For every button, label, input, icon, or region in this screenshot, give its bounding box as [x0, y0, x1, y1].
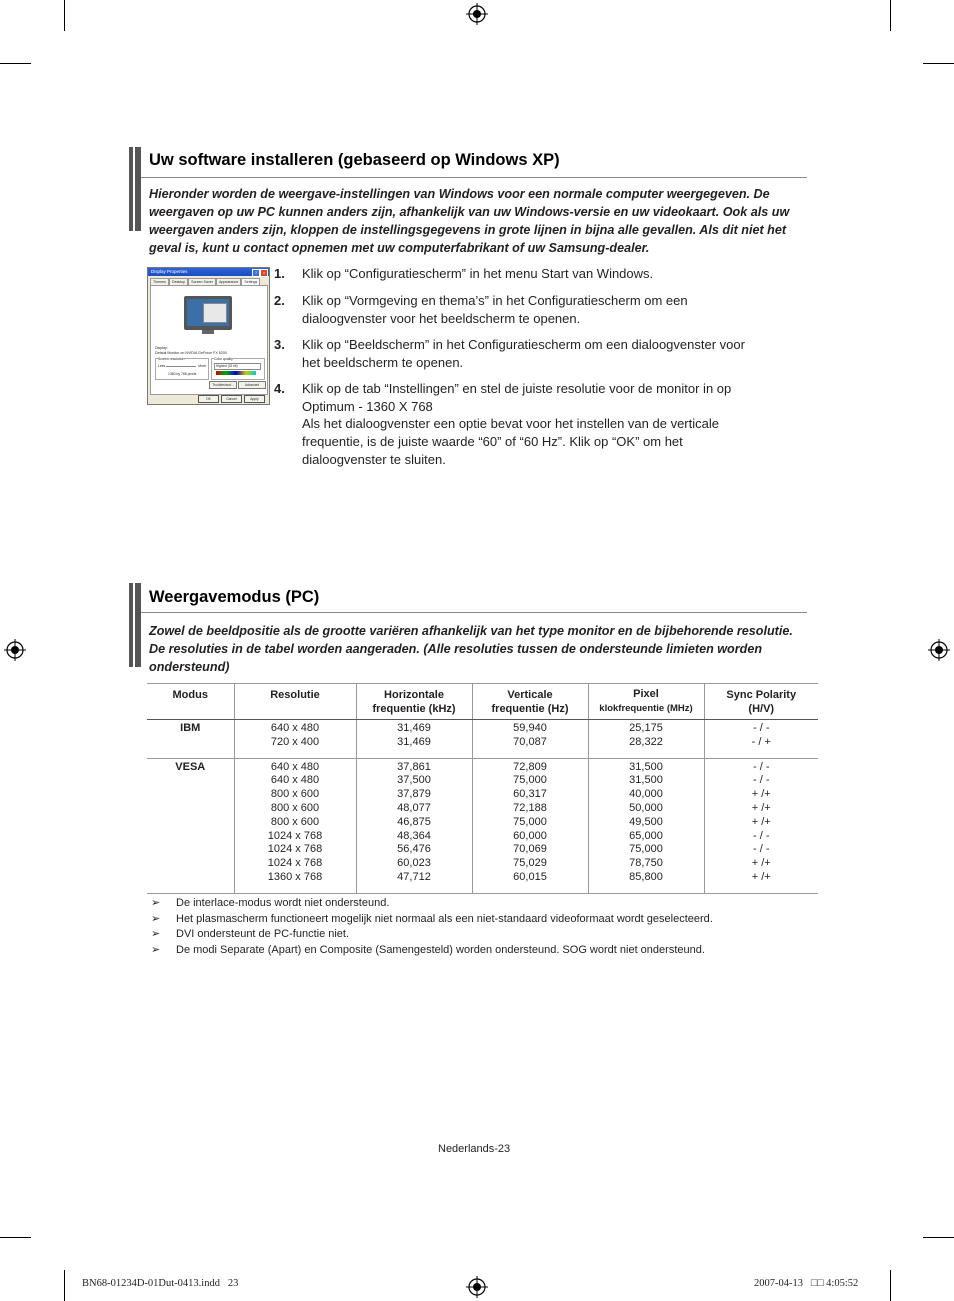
window-title-bar [148, 268, 269, 276]
color-group [211, 358, 265, 380]
section-rule [141, 177, 807, 178]
arrow-bullet-icon: ➢ [151, 928, 161, 941]
pixel-clock-cell-value: 78,750 [629, 857, 663, 870]
cancel-button: Cancel [221, 395, 242, 403]
pixel-clock-cell-value: 31,500 [629, 774, 663, 787]
pixel-clock-cell [588, 758, 704, 893]
vertical-frequency-cell [472, 720, 588, 759]
sync-polarity-cell [704, 720, 818, 759]
note-text: De modi Separate (Apart) en Composite (Samengesteld) worden ondersteund. SOG wordt niet ondersteund. [176, 944, 705, 957]
arrow-bullet-icon: ➢ [151, 912, 161, 925]
sync-polarity-cell-value: - / + [751, 735, 771, 748]
resolution-cell-value: 1024 x 768 [267, 843, 323, 856]
file-info: BN68-01234D-01Dut-0413.indd 23 [82, 1278, 239, 1289]
step-number: 3. [274, 337, 285, 352]
section-title: Weergavemodus (PC) [149, 588, 320, 606]
resolution-value: 1360 by 768 pixels [168, 372, 197, 376]
vertical-frequency-cell-value: 60,000 [513, 829, 547, 842]
registration-mark-icon [466, 1276, 488, 1298]
vertical-frequency-cell-value: 60,317 [513, 788, 547, 801]
sync-polarity-cell-value: - / - [753, 722, 770, 734]
help-icon: ? [252, 269, 260, 277]
section-intro: Zowel de beeldpositie als de grootte variëren afhankelijk van het type monitor en de bijbehorende resolutie. De resoluties in de tabel worden aangeraden. (Alle resoluties tussen de ondersteunde limieten worden ondersteund) [149, 624, 793, 674]
table-header-row [147, 684, 818, 720]
vertical-frequency-cell-value: 75,000 [513, 774, 547, 787]
horizontal-frequency-cell [356, 720, 472, 759]
horizontal-frequency-cell-value: 48,364 [397, 829, 431, 842]
pixel-clock-cell-value: 49,500 [629, 815, 663, 828]
step-number: 2. [274, 293, 285, 308]
sync-polarity-cell [704, 758, 818, 893]
header-sync: Sync Polarity (H/V) [704, 684, 818, 720]
crop-mark [64, 0, 65, 31]
settings-panel [150, 285, 268, 395]
horizontal-frequency-cell-value: 31,469 [397, 735, 431, 748]
horizontal-frequency-cell-value: 46,875 [397, 815, 431, 828]
notes-list [151, 896, 713, 959]
sync-polarity-cell-value: - / - [753, 760, 770, 773]
crop-mark [0, 1237, 31, 1238]
display-label: Display: [155, 346, 168, 350]
advanced-button: Advanced [238, 381, 266, 389]
sync-polarity-cell-value: - / - [753, 843, 770, 856]
resolution-cell-value: 640 x 480 [270, 722, 320, 734]
step-text: Klik op de tab “Instellingen” en stel de juiste resolutie voor de monitor in op Optimum - 1360 X 768 [302, 381, 732, 414]
vertical-frequency-cell [472, 758, 588, 893]
tab-appearance: Appearance [216, 278, 241, 286]
resolution-cell-value: 1024 x 768 [267, 829, 323, 842]
vertical-frequency-cell-value: 70,069 [513, 843, 547, 856]
pixel-clock-cell-value: 85,800 [629, 870, 663, 883]
registration-mark-icon [4, 639, 26, 661]
less-label: Less [158, 364, 166, 368]
tab-screen-saver: Screen Saver [188, 278, 216, 286]
sync-polarity-cell-value: + /+ [751, 815, 771, 828]
resolution-slider [166, 366, 196, 367]
mode-cell: IBM [147, 720, 234, 759]
sync-polarity-cell-value: + /+ [751, 870, 771, 883]
sync-polarity-cell-value: + /+ [751, 788, 771, 801]
arrow-bullet-icon: ➢ [151, 897, 161, 909]
step-text: Klik op “Vormgeving en thema’s” in het Configuratiescherm om een dialoogvenster voor het beeldscherm te openen. [302, 293, 688, 326]
horizontal-frequency-cell-value: 37,879 [397, 788, 431, 801]
display-properties-screenshot [147, 267, 270, 405]
section-rule [141, 612, 807, 613]
arrow-bullet-icon: ➢ [151, 944, 161, 957]
horizontal-frequency-cell-value: 37,861 [397, 760, 431, 773]
window-title: Display Properties [151, 269, 188, 274]
resolution-cell [234, 720, 356, 759]
vertical-frequency-cell-value: 72,188 [513, 801, 547, 814]
note-text: DVI ondersteunt de PC-functie niet. [176, 928, 350, 941]
tab-settings: Settings [241, 278, 260, 286]
resolution-cell-value: 800 x 600 [270, 801, 320, 814]
horizontal-frequency-cell-value: 37,500 [397, 774, 431, 787]
registration-mark-icon [928, 639, 950, 661]
horizontal-frequency-cell-value: 60,023 [397, 857, 431, 870]
crop-mark [923, 63, 954, 64]
resolution-cell-value: 640 x 480 [270, 774, 320, 787]
note-item [151, 896, 713, 912]
sync-polarity-cell-value: - / - [753, 829, 770, 842]
section-intro: Hieronder worden de weergave-instellingen van Windows voor een normale computer weergegeven. De weergaven op uw PC kunnen anders zijn, afhankelijk van uw Windows-versie en uw videokaart. Ook als uw weergaven anders zijn, kloppen de instellingsgegevens in grote lijnen in bijna alle gevallen. Als dit niet het geval is, kunt u contact opnemen met uw computerfabrikant of uw Samsung-dealer. [149, 187, 790, 255]
resolution-cell-value: 720 x 400 [270, 735, 320, 748]
vertical-frequency-cell-value: 70,087 [513, 735, 547, 748]
registration-mark-icon [466, 3, 488, 25]
table-row [147, 720, 818, 759]
display-modes-table [147, 683, 818, 894]
header-resolutie: Resolutie [234, 684, 356, 720]
crop-mark [890, 0, 891, 31]
vertical-frequency-cell-value: 59,940 [513, 722, 547, 734]
apply-button: Apply [244, 395, 265, 403]
resolution-cell-value: 640 x 480 [270, 760, 320, 773]
mode-cell: VESA [147, 758, 234, 893]
crop-mark [890, 1270, 891, 1301]
crop-mark [64, 1270, 65, 1301]
header-pixel: Pixel klokfrequentie (MHz) [588, 684, 704, 720]
note-text: De interlace-modus wordt niet ondersteund. [176, 897, 390, 909]
horizontal-frequency-cell-value: 47,712 [397, 870, 431, 883]
ok-button: OK [198, 395, 219, 403]
resolution-group [155, 358, 209, 380]
resolution-cell-value: 1360 x 768 [267, 870, 323, 883]
step-number: 1. [274, 266, 285, 281]
section-marker [129, 147, 141, 231]
sync-polarity-cell-value: + /+ [751, 857, 771, 870]
resolution-cell [234, 758, 356, 893]
color-bar [216, 371, 256, 375]
tab-desktop: Desktop [169, 278, 188, 286]
step-text: Klik op “Beeldscherm” in het Configuratiescherm om een dialoogvenster voor het beeldscherm te openen. [302, 337, 745, 370]
header-vertical: Verticale frequentie (Hz) [472, 684, 588, 720]
close-icon: × [260, 269, 268, 277]
crop-mark [0, 63, 31, 64]
color-label: Color quality [214, 357, 233, 361]
note-item [151, 927, 713, 943]
vertical-frequency-cell-value: 75,029 [513, 857, 547, 870]
note-item [151, 943, 713, 959]
note-text: Het plasmascherm functioneert mogelijk niet normaal als een niet-standaard videoformaat wordt geselecteerd. [176, 912, 713, 925]
step-text: Klik op “Configuratiescherm” in het menu Start van Windows. [302, 266, 654, 281]
pixel-clock-cell-value: 50,000 [629, 801, 663, 814]
display-value: Default Monitor on NVIDIA GeForce FX 5200 [155, 351, 227, 355]
print-timestamp: 2007-04-13 □□ 4:05:52 [754, 1278, 859, 1289]
pixel-clock-cell-value: 25,175 [629, 722, 663, 734]
step-number: 4. [274, 381, 285, 396]
resolution-cell-value: 1024 x 768 [267, 857, 323, 870]
step-text-extra: Als het dialoogvenster een optie bevat voor het instellen van de verticale frequentie, is de juiste waarde “60” of “60 Hz”. Klik op “OK” om het dialoogvenster te sluiten. [302, 416, 719, 467]
page-number: Nederlands-23 [438, 1143, 511, 1155]
vertical-frequency-cell-value: 60,015 [513, 870, 547, 883]
more-label: More [198, 364, 206, 368]
vertical-frequency-cell-value: 72,809 [513, 760, 547, 773]
horizontal-frequency-cell-value: 31,469 [397, 722, 431, 734]
pixel-clock-cell-value: 75,000 [629, 843, 663, 856]
pixel-clock-cell-value: 40,000 [629, 788, 663, 801]
horizontal-frequency-cell-value: 56,476 [397, 843, 431, 856]
resolution-cell-value: 800 x 600 [270, 815, 320, 828]
tab-themes: Themes [150, 278, 169, 286]
table-row [147, 758, 818, 893]
section-title: Uw software installeren (gebaseerd op Windows XP) [149, 151, 560, 169]
horizontal-frequency-cell [356, 758, 472, 893]
vertical-frequency-cell-value: 75,000 [513, 815, 547, 828]
section-marker [129, 583, 141, 667]
troubleshoot-button: Troubleshoot... [209, 381, 237, 389]
pixel-clock-cell-value: 31,500 [629, 760, 663, 773]
crop-mark [923, 1237, 954, 1238]
header-horizontal: Horizontale frequentie (kHz) [356, 684, 472, 720]
pixel-clock-cell-value: 65,000 [629, 829, 663, 842]
monitor-icon [184, 296, 232, 330]
sync-polarity-cell-value: + /+ [751, 801, 771, 814]
color-select: Highest (32 bit) [214, 363, 261, 370]
resolution-cell-value: 800 x 600 [270, 788, 320, 801]
pixel-clock-cell [588, 720, 704, 759]
header-modus: Modus [147, 684, 234, 720]
horizontal-frequency-cell-value: 48,077 [397, 801, 431, 814]
resolution-label: Screen resolution [158, 357, 185, 361]
pixel-clock-cell-value: 28,322 [629, 735, 663, 748]
sync-polarity-cell-value: - / - [753, 774, 770, 787]
note-item [151, 912, 713, 928]
